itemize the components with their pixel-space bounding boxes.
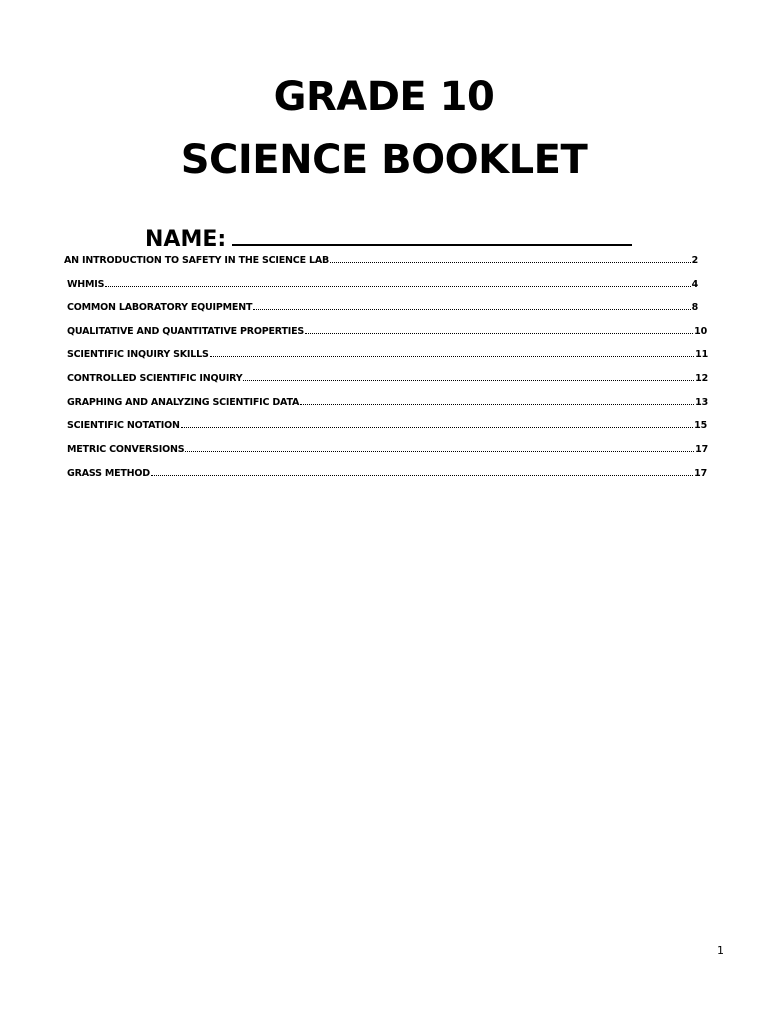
toc-leader-dots: [181, 426, 693, 428]
toc-leader-dots: [151, 474, 693, 476]
toc-leader-dots: [210, 355, 695, 357]
toc-entry[interactable]: [67, 325, 707, 339]
toc-entry[interactable]: [67, 278, 698, 292]
toc-entry-label: METRIC CONVERSIONS: [67, 444, 185, 455]
toc-entry[interactable]: [67, 467, 707, 481]
toc-entry-page: 17: [695, 444, 708, 455]
toc-entry-page: 8: [691, 302, 698, 313]
toc-entry-page: 10: [694, 326, 707, 337]
toc-entry-label: CONTROLLED SCIENTIFIC INQUIRY: [67, 373, 243, 384]
toc-entry[interactable]: [67, 443, 708, 457]
title-grade: GRADE 10: [273, 74, 495, 120]
title-booklet: SCIENCE BOOKLET: [180, 137, 588, 183]
toc-entry-page: 13: [695, 397, 708, 408]
toc-entry-page: 2: [691, 255, 698, 266]
toc-entry[interactable]: [64, 254, 698, 268]
toc-leader-dots: [253, 308, 690, 310]
toc-entry[interactable]: [67, 301, 698, 315]
toc-entry-label: QUALITATIVE AND QUANTITATIVE PROPERTIES: [67, 326, 305, 337]
page-number: 1: [717, 944, 724, 957]
toc-entry-label: GRAPHING AND ANALYZING SCIENTIFIC DATA: [67, 397, 300, 408]
toc-entry-page: 12: [695, 373, 708, 384]
toc-entry[interactable]: [67, 396, 708, 410]
toc-entry-page: 15: [694, 420, 707, 431]
toc-leader-dots: [185, 450, 694, 452]
toc-entry-label: GRASS METHOD: [67, 468, 150, 479]
toc-entry-label: AN INTRODUCTION TO SAFETY IN THE SCIENCE LAB: [64, 255, 330, 266]
toc-entry-label: COMMON LABORATORY EQUIPMENT: [67, 302, 253, 313]
toc-entry[interactable]: [67, 419, 707, 433]
toc-leader-dots: [305, 332, 693, 334]
toc-entry[interactable]: [67, 372, 708, 386]
toc-leader-dots: [105, 285, 690, 287]
toc-leader-dots: [330, 261, 691, 263]
toc-entry-page: 4: [691, 279, 698, 290]
name-label: NAME:: [145, 227, 227, 252]
toc-entry-page: 11: [695, 349, 708, 360]
toc-leader-dots: [243, 379, 694, 381]
toc-entry-label: WHMIS: [67, 279, 105, 290]
toc-leader-dots: [300, 403, 694, 405]
toc-entry[interactable]: [67, 348, 708, 362]
toc-entry-label: SCIENTIFIC NOTATION: [67, 420, 180, 431]
toc-entry-page: 17: [694, 468, 707, 479]
toc-entry-label: SCIENTIFIC INQUIRY SKILLS: [67, 349, 209, 360]
